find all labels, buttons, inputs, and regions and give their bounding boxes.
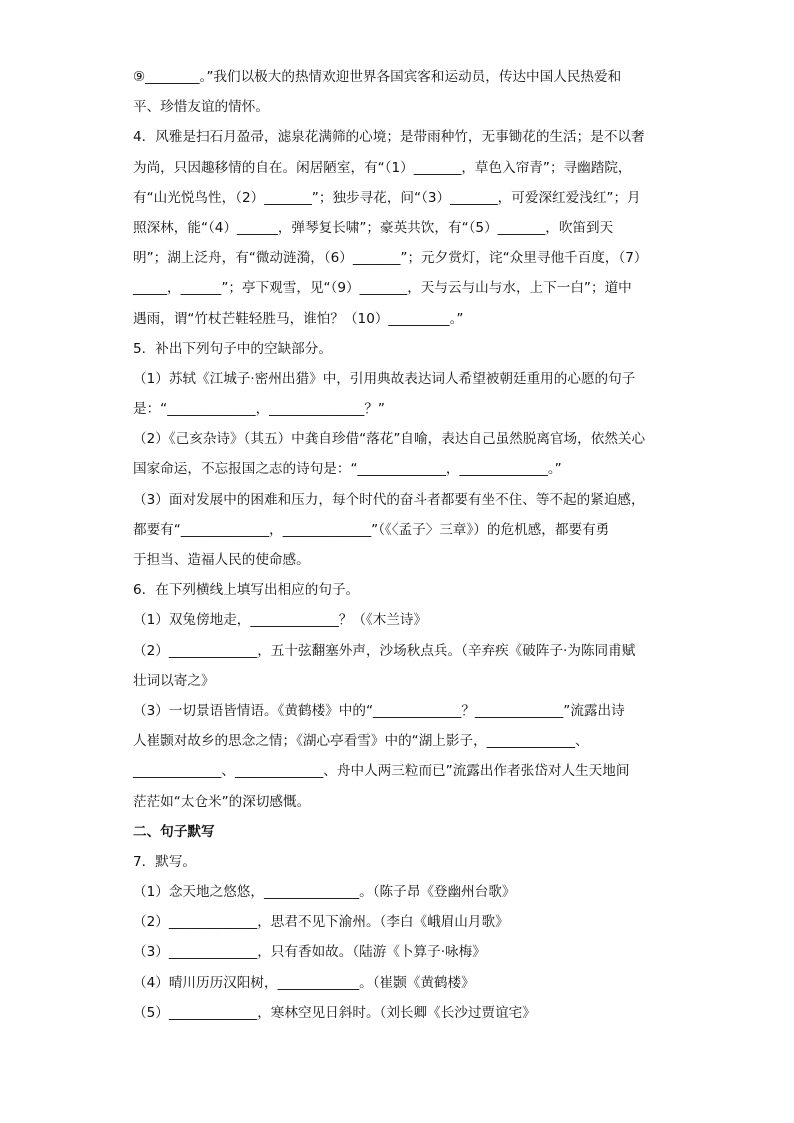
text-line: （2）_____________，思君不见下渝州。（李白《峨眉山月歌》 — [133, 914, 509, 931]
question-5-heading: 5．补出下列句子中的空缺部分。 — [133, 340, 332, 357]
text-line: （1）念天地之悠悠，______________。（陈子昂《登幽州台歌》 — [133, 884, 516, 901]
text-line: 为尚，只因趣移情的自在。闲居陋室，有“（1）_______，草色入帘青”；寻幽踏院， — [133, 159, 632, 176]
text-line: （2）《己亥杂诗》（其五）中龚自珍借“落花”自喻，表达自己虽然脱离官场，依然关心 — [133, 431, 646, 448]
text-line: _____，______”；亭下观雪，见“（9）_______，天与云与山与水，上下一白”；道中 — [133, 280, 632, 297]
text-line: 平、珍惜友谊的情怀。 — [133, 99, 269, 116]
text-line: （3）_____________，只有香如故。（陆游《卜算子·咏梅》 — [133, 944, 486, 961]
question-4-line: 4．风雅是扫石月盈帚，滤泉花满筛的心境；是带雨种竹，无事锄花的生活；是不以奢 — [133, 129, 645, 146]
text-line: 是：“_____________，______________？” — [133, 401, 385, 418]
text-line: （1）双兔傍地走，_____________？（《木兰诗》 — [133, 612, 428, 629]
text-line: 人崔颢对故乡的思念之情；《湖心亭看雪》中的“湖上影子，_____________、 — [133, 733, 589, 750]
text-line: （4）晴川历历汉阳树，____________。（崔颢《黄鹤楼》 — [133, 974, 475, 991]
text-line: 遇雨，谓“竹杖芒鞋轻胜马，谁怕？（10）_________。” — [133, 310, 464, 327]
text-line: （2）_____________，五十弦翻塞外声，沙场秋点兵。（辛弃疾《破阵子·为陈同甫赋 — [133, 642, 636, 659]
text-line: （1）苏轼《江城子·密州出猎》中，引用典故表达词人希望被朝廷重用的心愿的句子 — [133, 370, 636, 387]
section-heading: 二、句子默写 — [133, 823, 215, 840]
text-line: （3）面对发展中的困难和压力，每个时代的奋斗者都要有坐不住、等不起的紧迫感， — [133, 491, 645, 508]
text-line: （5）_____________，寒林空见日斜时。（刘长卿《长沙过贾谊宅》 — [133, 1004, 536, 1021]
question-7-heading: 7．默写。 — [133, 853, 197, 870]
text-line: 明”；湖上泛舟，有“微动涟漪，（6）_______”；元夕赏灯，诧“众里寻他千百度，（7） — [133, 250, 648, 267]
text-line: 于担当、造福人民的使命感。 — [133, 552, 310, 568]
text-line: 有“山光悦鸟性，（2）_______”；独步寻花，问“（3）_______，可爱深红爱浅红”；月 — [133, 189, 641, 206]
text-line: _____________、_____________、舟中人两三粒而已”流露出作者张岱对人生天地间 — [133, 763, 630, 780]
text-line: 国家命运，不忘报国之志的诗句是：“_____________，_____________。” — [133, 461, 562, 478]
question-6-heading: 6．在下列横线上填写出相应的句子。 — [133, 582, 360, 599]
text-line: 壮词以寄之》 — [133, 672, 215, 689]
text-line: 照深林，能“（4）______，弹琴复长啸”；豪英共饮，有“（5）_______，吹笛到天 — [133, 219, 614, 236]
document-page — [133, 62, 661, 1028]
text-line: （3）一切景语皆情语。《黄鹤楼》中的“_____________？_____________”流露出诗 — [133, 702, 625, 719]
text-line: 都要有“_____________，_____________”（《〈孟子〉三章》）的危机感，都要有勇 — [133, 521, 610, 538]
text-line: ⑨________。”我们以极大的热情欢迎世界各国宾客和运动员，传达中国人民热爱和 — [133, 69, 622, 85]
text-line: 茫茫如“太仓米”的深切感慨。 — [133, 793, 311, 810]
